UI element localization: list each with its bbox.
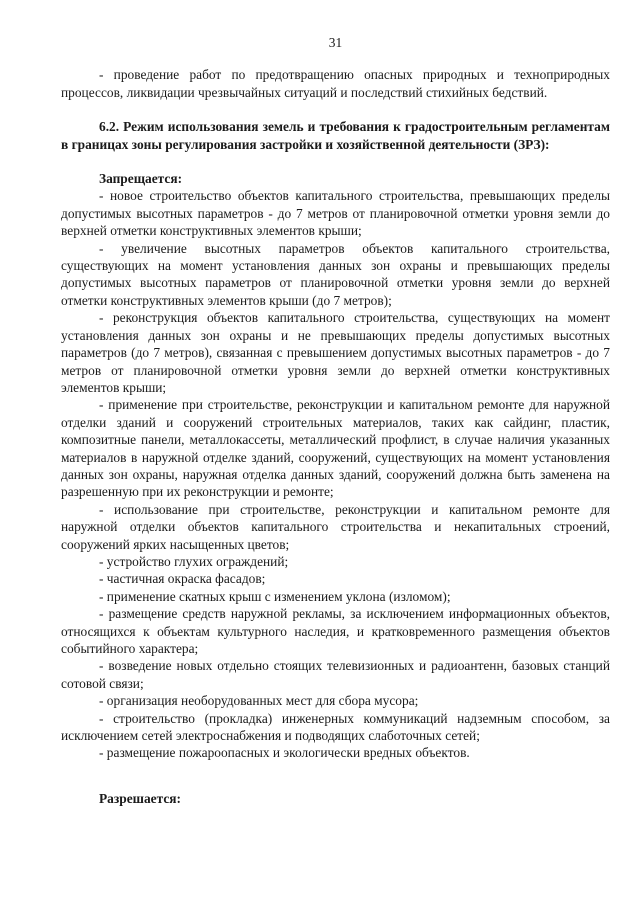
list-item: - использование при строительстве, реконструкции и капитальном ремонте для наружной отделки объектов капитального строительства и некапитальных строений, сооружений ярких насыщенных цветов; (61, 501, 610, 552)
list-item: - новое строительство объектов капитального строительства, превышающих пределы допустимых высотных параметров - до 7 метров от планировочной отметки уровня земли до верхней отметки конструктивных элементов крыши; (61, 188, 610, 239)
prohibited-list (61, 187, 610, 761)
list-item: - устройство глухих ограждений; (99, 553, 289, 569)
list-item: - реконструкция объектов капитального строительства, существующих на момент установления данных зон охраны и не превышающих пределы допустимых высотных параметров (до 7 метров), связанная с превышением допустимых высотных параметров - до 7 метров от планировочной отметки уровня земли до верхней отметки конструктивных элементов крыши; (61, 310, 610, 395)
list-item: - частичная окраска фасадов; (99, 571, 266, 587)
list-item: - увеличение высотных параметров объектов капитального строительства, существующих на момент установления данных зон охраны и превышающих пределы допустимых высотных параметров от планировочной отметки уровня земли до верхней отметки конструктивных элементов крыши (до 7 метров); (61, 240, 610, 308)
list-item: - размещение пожароопасных и экологически вредных объектов. (99, 745, 470, 761)
list-item: - возведение новых отдельно стоящих телевизионных и радиоантенн, базовых станций сотовой связи; (61, 658, 610, 691)
permitted-label: Разрешается: (99, 790, 181, 806)
section-heading: 6.2. Режим использования земель и требования к градостроительным регламентам в границах зоны регулирования застройки и хозяйственной деятельности (ЗРЗ): (61, 119, 610, 152)
list-item: - организация необорудованных мест для сбора мусора; (99, 693, 419, 709)
list-item: - размещение средств наружной рекламы, за исключением информационных объектов, относящихся к объектам культурного наследия, и кратковременного размещения объектов событийного характера; (61, 606, 610, 656)
list-item: - применение скатных крыш с изменением уклона (изломом); (99, 588, 451, 604)
page-number: 31 (328, 35, 343, 50)
list-item: - применение при строительстве, реконструкции и капитальном ремонте для наружной отделки зданий и сооружений строительных материалов, таких как сайдинг, пластик, композитные панели, металлокассеты, металлический профлист, в случае наличия указанных материалов в наружной отделке зданий, сооружений, существующих на момент установления данных зон охраны, наружная отделка данных зданий, сооружений должна быть заменена на разрешенную при их реконструкции и ремонте; (61, 397, 610, 500)
list-item: - строительство (прокладка) инженерных коммуникаций надземным способом, за исключением сетей электроснабжения и подводящих слаботочных сетей; (61, 710, 610, 744)
prohibited-label: Запрещается: (99, 171, 183, 187)
intro-list-item: - проведение работ по предотвращению опасных природных и техноприродных процессов, ликвидации чрезвычайных ситуаций и последствий стихийных бедствий. (61, 67, 610, 100)
